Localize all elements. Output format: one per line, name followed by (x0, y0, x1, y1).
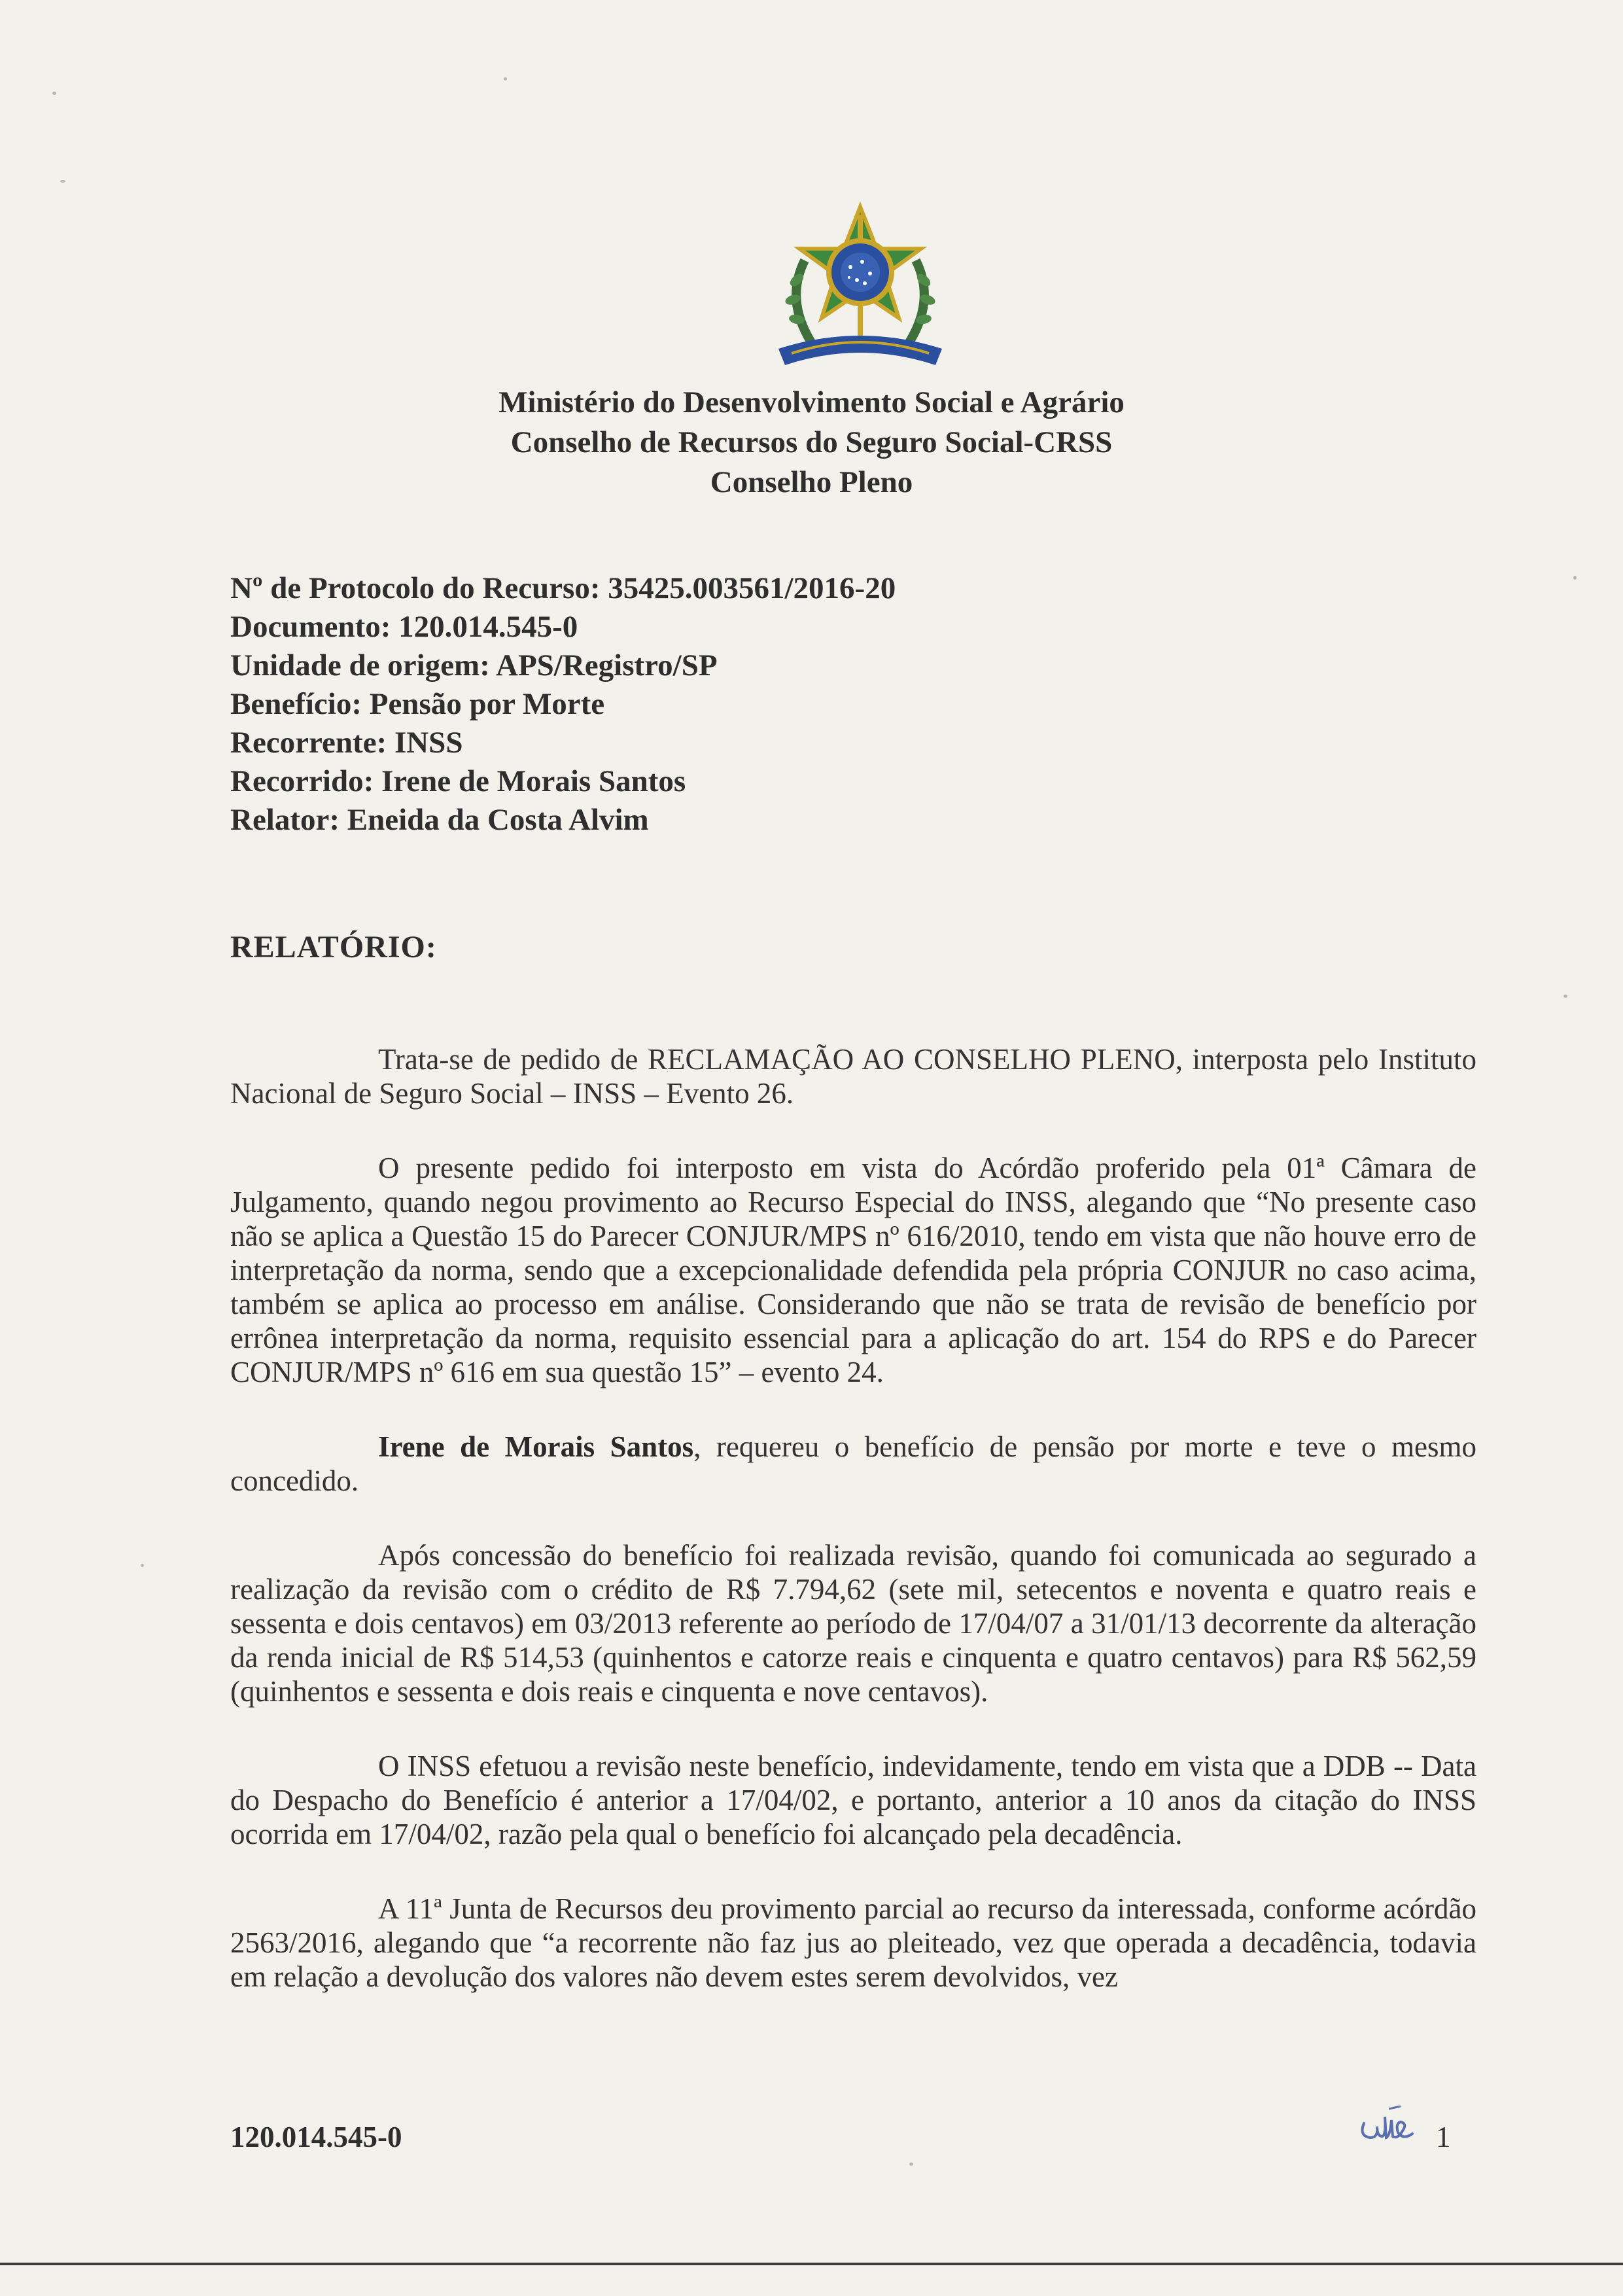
respondent-name: Irene de Morais Santos (378, 1430, 694, 1463)
document-header (0, 383, 1623, 503)
document-number: Documento: 120.014.545-0 (230, 610, 578, 644)
report-body (230, 1042, 1476, 1994)
scan-speck (1573, 576, 1577, 580)
paragraph-3 (230, 1430, 1476, 1498)
ministry-name: Ministério do Desenvolvimento Social e Agrário (498, 385, 1125, 419)
paragraph-5: O INSS efetuou a revisão neste benefício, indevidamente, tendo em vista que a DDB -- Data do Despacho do Benefício é anterior a 17/04/02, e portanto, anterior a 10 anos da citação do INSS ocorrida em 17/04/02, razão pela qual o benefício foi alcançado pela decadência. (230, 1750, 1476, 1850)
protocol-number: Nº de Protocolo do Recurso: 35425.003561/2016-20 (230, 571, 896, 605)
scan-speck (1563, 995, 1567, 998)
case-info (230, 569, 896, 839)
paragraph-6: A 11ª Junta de Recursos deu provimento parcial ao recurso da interessada, conforme acórdão 2563/2016, alegando que “a recorrente não faz jus ao pleiteado, vez que operada a decadência, todavia em relação a devolução dos valores não devem estes serem devolvidos, vez (230, 1892, 1476, 1993)
paragraph-3-text: , requereu o benefício de pensão por morte e teve o mesmo concedido. (230, 1430, 1476, 1497)
benefit-type: Benefício: Pensão por Morte (230, 687, 605, 721)
rapporteur: Relator: Eneida da Costa Alvim (230, 803, 649, 837)
scan-speck (504, 77, 507, 80)
handwritten-initials (1357, 2104, 1420, 2149)
council-division: Conselho Pleno (710, 465, 913, 499)
bottom-edge-line (0, 2263, 1623, 2265)
scan-speck (141, 1564, 144, 1567)
paragraph-1: Trata-se de pedido de RECLAMAÇÃO AO CONSELHO PLENO, interposta pelo Instituto Nacional de Seguro Social – INSS – Evento 26. (230, 1043, 1476, 1110)
scan-speck (52, 92, 56, 95)
origin-unit: Unidade de origem: APS/Registro/SP (230, 648, 718, 682)
footer-document-number: 120.014.545-0 (230, 2121, 402, 2153)
coat-of-arms-emblem (765, 202, 955, 372)
paragraph-2: O presente pedido foi interposto em vista do Acórdão proferido pela 01ª Câmara de Julgamento, quando negou provimento ao Recurso Especial do INSS, alegando que “No presente caso não se aplica a Questão 15 do Parecer CONJUR/MPS nº 616/2010, tendo em vista que não houve erro de interpretação da norma, sendo que a excepcionalidade defendida pela própria CONJUR no caso acima, também se aplica ao processo em análise. Considerando que não se trata de revisão de benefício por errônea interpretação da norma, requisito essencial para a aplicação do art. 154 do RPS e do Parecer CONJUR/MPS nº 616 em sua questão 15” – evento 24. (230, 1152, 1476, 1388)
section-title: RELATÓRIO: (230, 930, 437, 964)
scan-speck (909, 2163, 913, 2166)
page-number: 1 (1436, 2121, 1451, 2153)
appellant: Recorrente: INSS (230, 726, 463, 760)
respondent: Recorrido: Irene de Morais Santos (230, 764, 686, 798)
scan-speck (60, 180, 65, 183)
paragraph-4: Após concessão do benefício foi realizada revisão, quando foi comunicada ao segurado a realização da revisão com o crédito de R$ 7.794,62 (sete mil, setecentos e noventa e quatro reais e sessenta e dois centavos) em 03/2013 referente ao período de 17/04/07 a 31/01/13 decorrente da alteração da renda inicial de R$ 514,53 (quinhentos e catorze reais e cinquenta e quatro centavos) para R$ 562,59 (quinhentos e sessenta e dois reais e cinquenta e nove centavos). (230, 1539, 1476, 1708)
council-name: Conselho de Recursos do Seguro Social-CRSS (510, 425, 1113, 459)
